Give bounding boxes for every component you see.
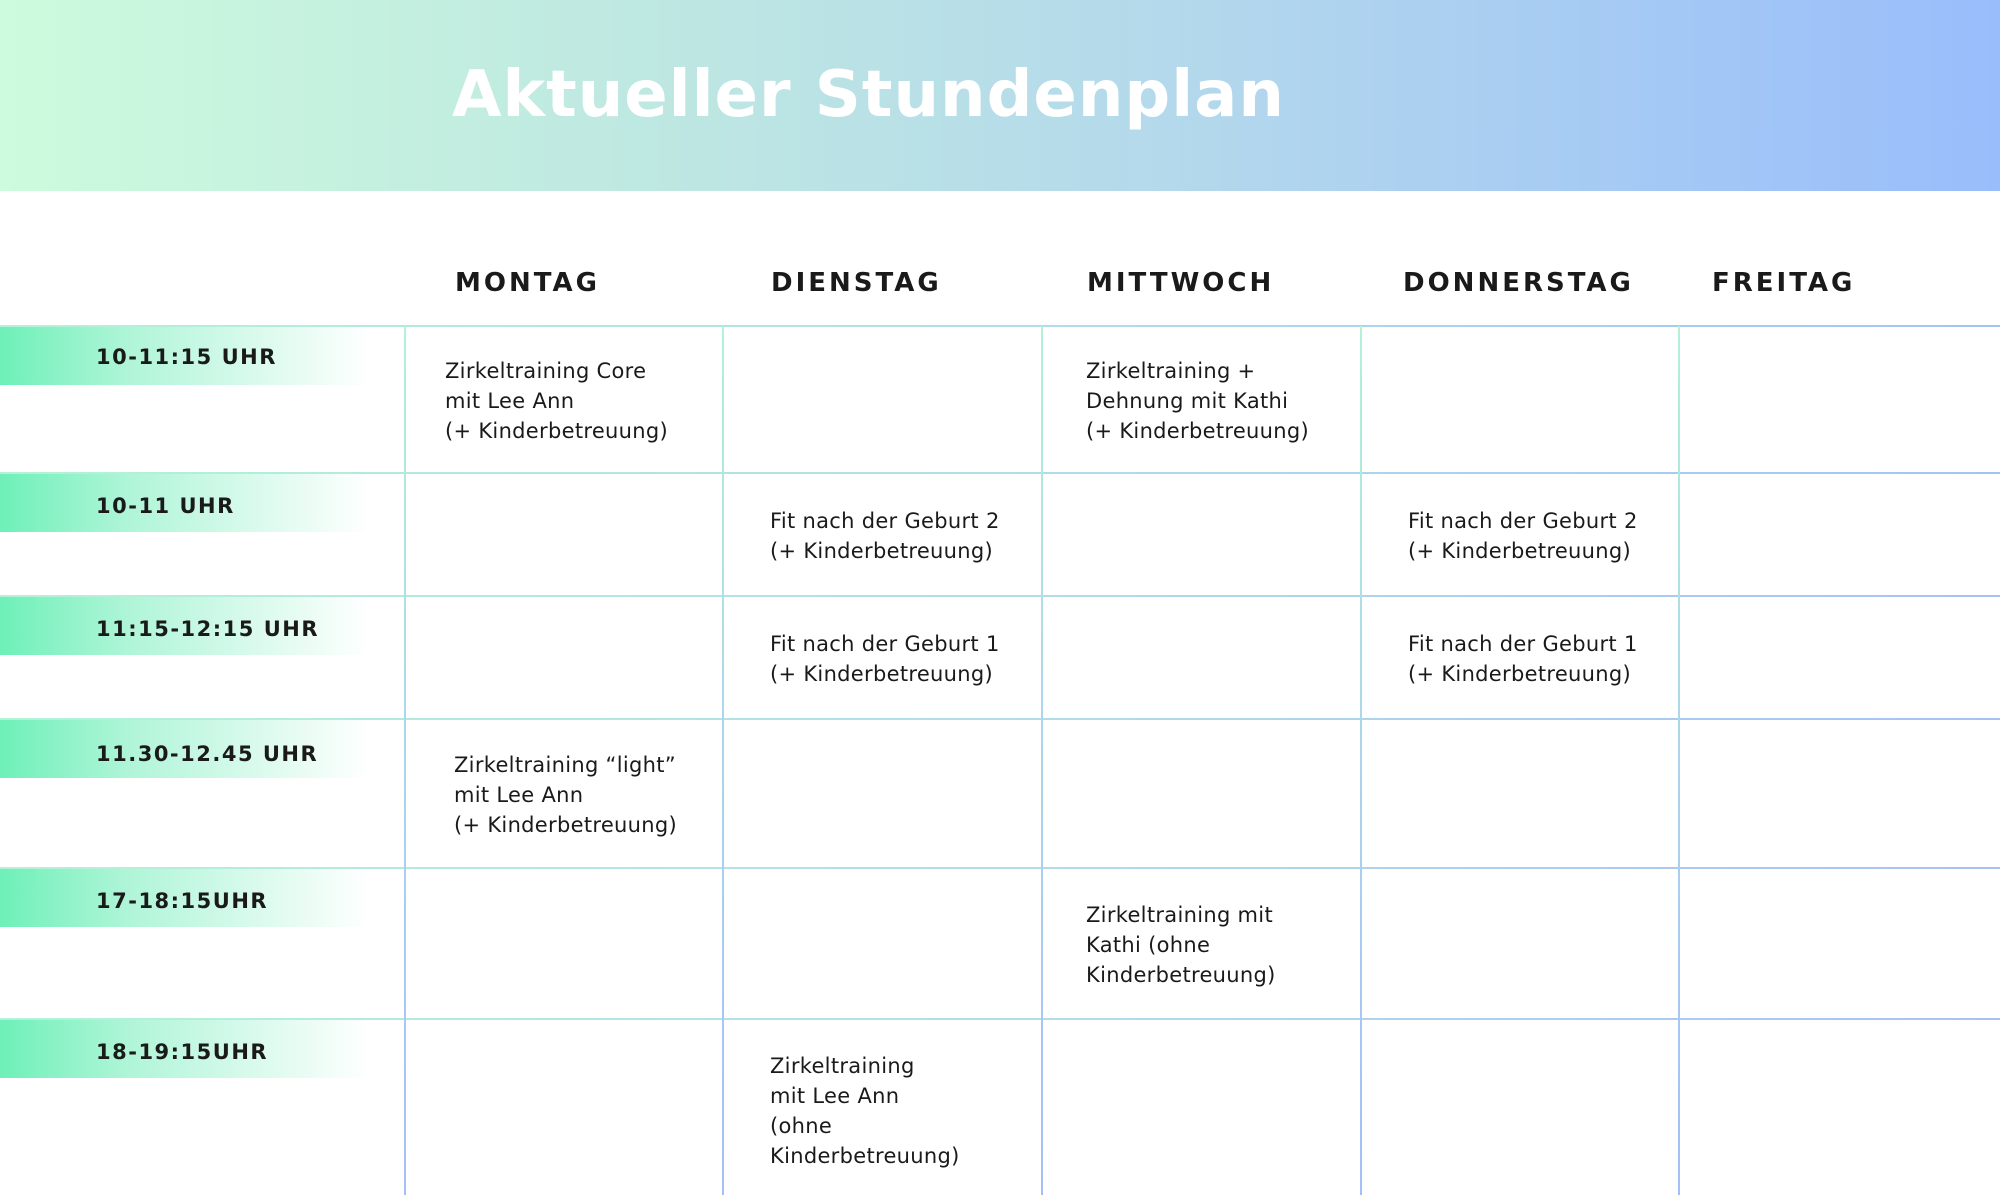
time-label: 11:15-12:15 UHR xyxy=(96,617,320,641)
day-header-monday: MONTAG xyxy=(455,268,600,298)
day-header-tuesday: DIENSTAG xyxy=(771,268,942,298)
schedule-cell-tuesday-2: Fit nach der Geburt 2 (+ Kinderbetreuung) xyxy=(770,509,1000,563)
grid-column-line xyxy=(1678,326,1680,1195)
schedule-cell-wednesday-1: Zirkeltraining + Dehnung mit Kathi (+ Kinderbetreuung) xyxy=(1086,359,1309,443)
time-label: 18-19:15UHR xyxy=(96,1040,269,1064)
schedule-cell-thursday-2: Fit nach der Geburt 2 (+ Kinderbetreuung) xyxy=(1408,509,1638,563)
schedule-cell-wednesday-5: Zirkeltraining mit Kathi (ohne Kinderbetreuung) xyxy=(1086,903,1276,987)
schedule-cell-monday-4: Zirkeltraining “light” mit Lee Ann (+ Kinderbetreuung) xyxy=(454,753,677,837)
time-label: 17-18:15UHR xyxy=(96,889,269,913)
time-label: 11.30-12.45 UHR xyxy=(96,742,319,766)
grid-column-line xyxy=(1360,326,1362,1195)
page-title: Aktueller Stundenplan xyxy=(452,58,1285,132)
schedule-cell-tuesday-3: Fit nach der Geburt 1 (+ Kinderbetreuung) xyxy=(770,632,1000,686)
time-label: 10-11 UHR xyxy=(96,494,235,518)
day-header-thursday: DONNERSTAG xyxy=(1403,268,1634,298)
schedule-cell-thursday-3: Fit nach der Geburt 1 (+ Kinderbetreuung) xyxy=(1408,632,1638,686)
header-banner xyxy=(0,0,2000,191)
day-header-friday: FREITAG xyxy=(1712,268,1856,298)
schedule-cell-monday-1: Zirkeltraining Core mit Lee Ann (+ Kinderbetreuung) xyxy=(445,359,668,443)
grid-column-line xyxy=(404,326,406,1195)
schedule-cell-tuesday-6: Zirkeltraining mit Lee Ann (ohne Kinderbetreuung) xyxy=(770,1054,960,1168)
time-label: 10-11:15 UHR xyxy=(96,345,277,369)
grid-column-line xyxy=(1041,326,1043,1195)
day-header-wednesday: MITTWOCH xyxy=(1087,268,1275,298)
grid-column-line xyxy=(722,326,724,1195)
